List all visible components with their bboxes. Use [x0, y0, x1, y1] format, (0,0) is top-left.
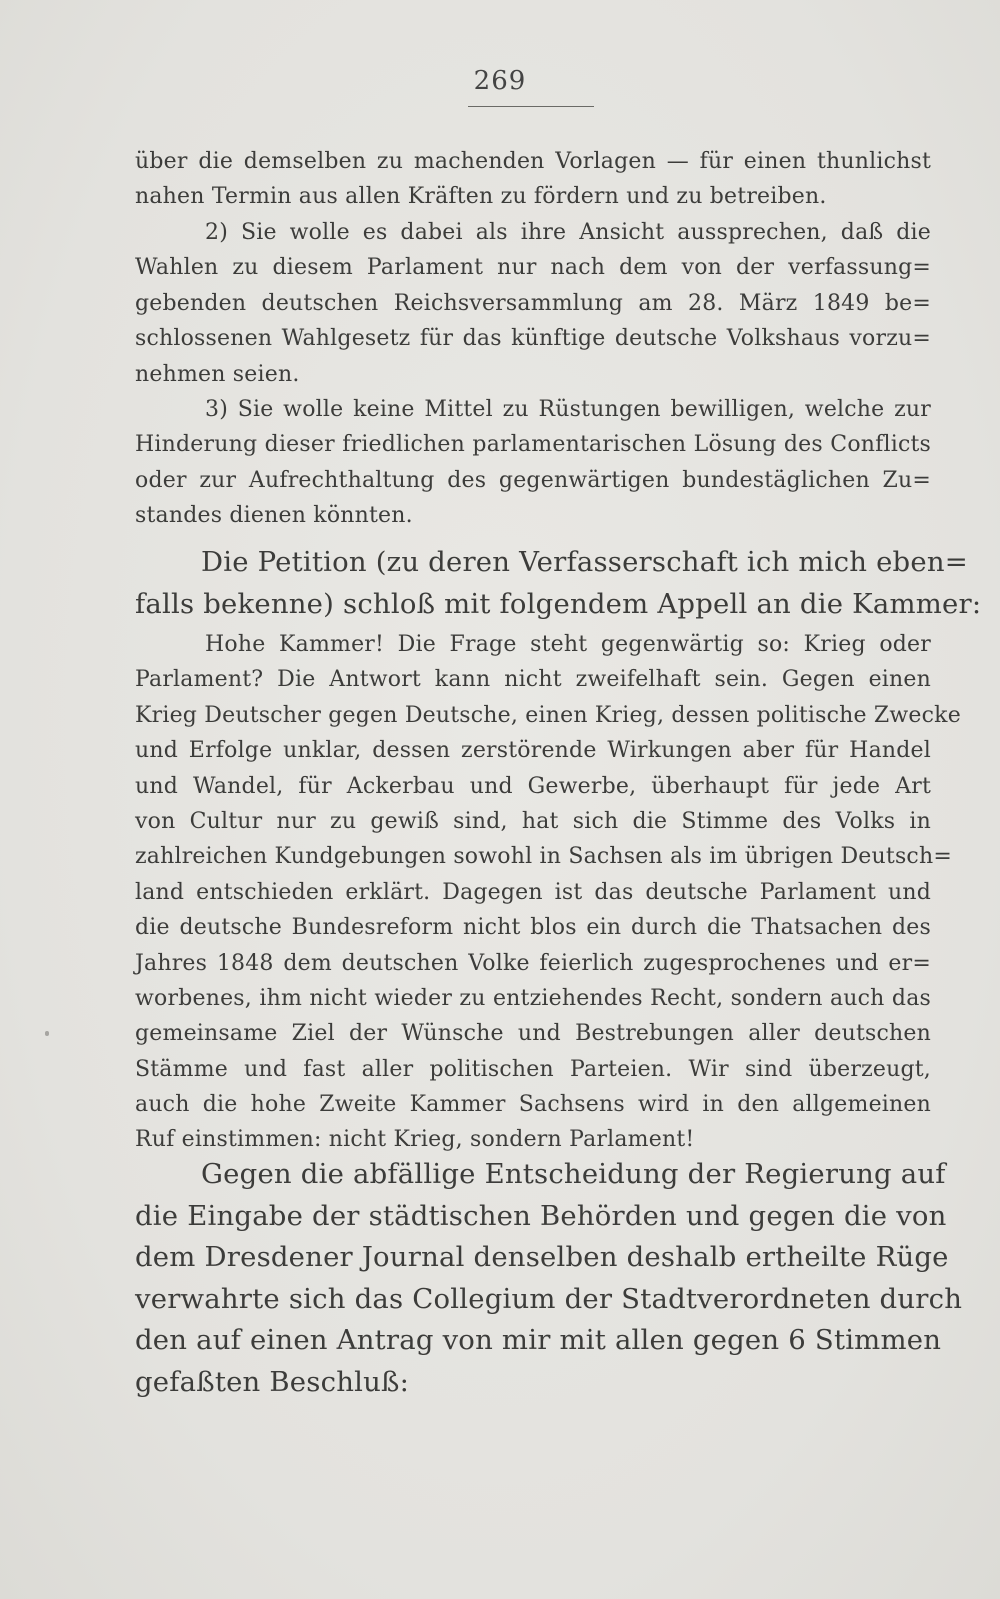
- text-line: nehmen seien.: [135, 361, 300, 387]
- paragraph-continuation: [135, 144, 931, 215]
- text-line: die Eingabe der städtischen Behörden und gegen die von: [135, 1199, 947, 1232]
- text-line: gefaßten Beschluß:: [135, 1365, 410, 1398]
- text-line: auch die hohe Zweite Kammer Sachsens wird in den allgemeinen: [135, 1092, 931, 1118]
- page-number: 269: [473, 66, 527, 96]
- text-line: nahen Termin aus allen Kräften zu fördern und zu betreiben.: [135, 184, 827, 210]
- text-line: dem Dresdener Journal denselben deshalb ertheilte Rüge: [135, 1241, 949, 1273]
- text-line: Krieg Deutscher gegen Deutsche, einen Krieg, dessen politische Zwecke: [135, 702, 961, 728]
- text-line: verwahrte sich das Collegium der Stadtverordneten durch: [135, 1282, 963, 1315]
- text-line: Parlament? Die Antwort kann nicht zweifelhaft sein. Gegen einen: [135, 667, 931, 693]
- paragraph-council-protest: [135, 1154, 963, 1403]
- paragraph-point-3: [135, 392, 931, 534]
- text-line: Ruf einstimmen: nicht Krieg, sondern Parlament!: [135, 1127, 695, 1153]
- text-line: und Wandel, für Ackerbau und Gewerbe, überhaupt für jede Art: [135, 773, 931, 799]
- text-line: und Erfolge unklar, dessen zerstörende Wirkungen aber für Handel: [135, 738, 931, 764]
- text-line: 3) Sie wolle keine Mittel zu Rüstungen bewilligen, welche zur: [205, 397, 931, 422]
- text-line: die deutsche Bundesreform nicht blos ein durch die Thatsachen des: [135, 915, 931, 941]
- text-line: Hinderung dieser friedlichen parlamentarischen Lösung des Conflicts: [135, 432, 931, 458]
- text-line: worbenes, ihm nicht wieder zu entziehendes Recht, sondern auch das: [135, 985, 931, 1011]
- text-line: schlossenen Wahlgesetz für das künftige deutsche Volkshaus vorzu=: [135, 326, 931, 352]
- paragraph-appeal-quote: [135, 627, 961, 1158]
- text-line: den auf einen Antrag von mir mit allen gegen 6 Stimmen: [135, 1324, 942, 1356]
- text-line: von Cultur nur zu gewiß sind, hat sich die Stimme des Volks in: [135, 808, 931, 834]
- text-line: 2) Sie wolle es dabei als ihre Ansicht aussprechen, daß die: [205, 220, 931, 245]
- text-line: Gegen die abfällige Entscheidung der Regierung auf: [201, 1158, 946, 1190]
- text-line: gemeinsame Ziel der Wünsche und Bestrebungen aller deutschen: [135, 1021, 931, 1047]
- text-line: Jahres 1848 dem deutschen Volke feierlich zugesprochenes und er=: [135, 950, 931, 976]
- text-line: gebenden deutschen Reichsversammlung am 28. März 1849 be=: [135, 290, 931, 316]
- text-line: Die Petition (zu deren Verfasserschaft ich mich eben=: [201, 546, 968, 578]
- text-line: land entschieden erklärt. Dagegen ist das deutsche Parlament und: [135, 879, 931, 905]
- text-line: Hohe Kammer! Die Frage steht gegenwärtig so: Krieg oder: [205, 632, 931, 657]
- ink-speck: [45, 1031, 49, 1036]
- header-rule: [468, 106, 594, 107]
- text-line: Stämme und fast aller politischen Parteien. Wir sind überzeugt,: [135, 1056, 931, 1082]
- text-line: falls bekenne) schloß mit folgendem Appell an die Kammer:: [135, 587, 982, 620]
- text-line: Wahlen zu diesem Parlament nur nach dem von der verfassung=: [135, 255, 931, 281]
- text-line: über die demselben zu machenden Vorlagen — für einen thunlichst: [135, 149, 931, 174]
- paragraph-petition-intro: [135, 542, 982, 625]
- paragraph-point-2: [135, 215, 931, 392]
- text-line: standes dienen könnten.: [135, 503, 413, 529]
- text-line: zahlreichen Kundgebungen sowohl in Sachsen als im übrigen Deutsch=: [135, 844, 952, 870]
- text-line: oder zur Aufrechthaltung des gegenwärtigen bundestäglichen Zu=: [135, 467, 931, 493]
